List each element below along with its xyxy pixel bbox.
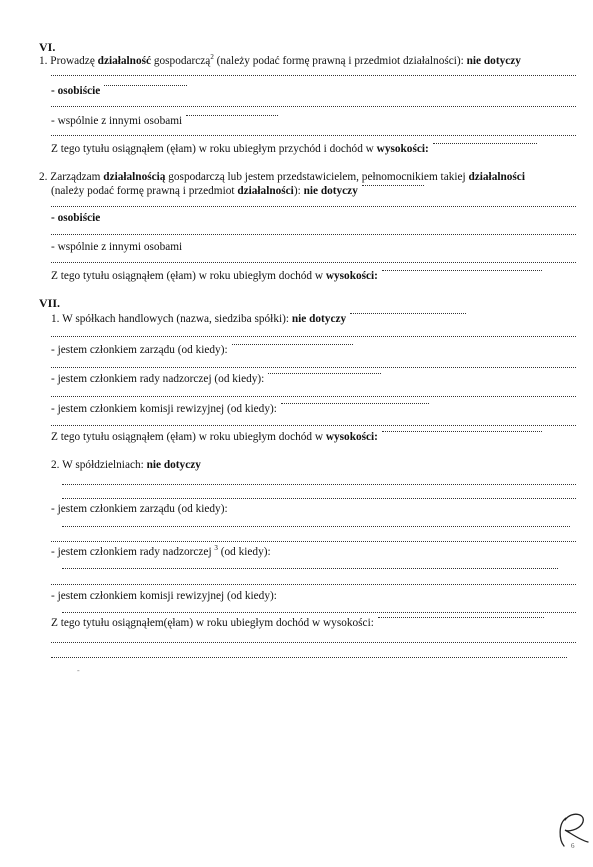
vii-item1-zarzad-field[interactable]: [232, 344, 353, 345]
vi-item1-osobiscie-field[interactable]: [104, 85, 187, 86]
page-mark: 6: [571, 842, 575, 850]
vii-item2-fill-line-2[interactable]: [62, 498, 576, 499]
vi-item2-osobiscie: - osobiście: [51, 212, 101, 224]
vi-item2-income: Z tego tytułu osiągnąłem (ęłam) w roku ubiegłym dochód w wysokości:: [51, 270, 378, 283]
vi-item2-field[interactable]: [362, 185, 424, 186]
vii-item1-komisja: - jestem członkiem komisji rewizyjnej (od kiedy):: [51, 403, 277, 416]
vii-item1-rada-line[interactable]: [51, 396, 576, 397]
vi-item1-wspolnie-line[interactable]: [51, 135, 576, 136]
vi-item2-income-field[interactable]: [382, 270, 542, 271]
vii-item2-income: Z tego tytułu osiągnąłem(ęłam) w roku ubiegłym dochód w wysokości:: [51, 617, 374, 630]
vii-item1-komisja-line[interactable]: [51, 425, 576, 426]
vii-item2-komisja-line[interactable]: [62, 612, 576, 613]
vii-item1-rada-field[interactable]: [268, 373, 381, 374]
vii-item1-field[interactable]: [350, 313, 466, 314]
vii-item2-komisja: - jestem członkiem komisji rewizyjnej (od kiedy):: [51, 590, 277, 602]
vi-item1-wspolnie: - wspólnie z innymi osobami: [51, 115, 182, 128]
vi-item1-income: Z tego tytułu osiągnąłem (ęłam) w roku ubiegłym przychód i dochód w wysokości:: [51, 143, 429, 156]
vii-item2-rada-line-1[interactable]: [62, 568, 558, 569]
vii-item2-rada: - jestem członkiem rady nadzorczej $^3$ (od kiedy):: [51, 544, 271, 558]
vii-item2-income-field[interactable]: [378, 617, 544, 618]
vii-item2-income-line-2[interactable]: [51, 657, 567, 658]
vii-item1-zarzad-line[interactable]: [51, 367, 576, 368]
vi-item2-text-line2: (należy podać formę prawną i przedmiot działalności): nie dotyczy: [51, 185, 358, 198]
vii-item1-income-field[interactable]: [382, 431, 542, 432]
vi-item1-osobiscie: - osobiście: [51, 85, 100, 98]
vii-item1-zarzad: - jestem członkiem zarządu (od kiedy):: [51, 344, 228, 357]
section-vii-heading: VII.: [39, 296, 61, 310]
vii-item2-text: 2. W spółdzielniach: nie dotyczy: [51, 459, 201, 471]
section-vi-heading: VI.: [39, 40, 56, 54]
vii-item1-fill-line[interactable]: [51, 336, 576, 337]
vii-item2-rada-line-2[interactable]: [51, 584, 576, 585]
vi-item2-wspolnie-line[interactable]: [51, 262, 576, 263]
vii-item2-zarzad: - jestem członkiem zarządu (od kiedy):: [51, 503, 228, 515]
vii-item2-zarzad-line-2[interactable]: [51, 541, 576, 542]
vi-item2-text-line1: 2. Zarządzam działalnością gospodarczą lub jestem przedstawicielem, pełnomocnikiem takiej działalności: [39, 171, 525, 183]
vii-item1-income: Z tego tytułu osiągnąłem (ęłam) w roku ubiegłym dochód w wysokości:: [51, 431, 378, 444]
vii-item2-zarzad-line-1[interactable]: [62, 526, 570, 527]
vii-item1-text: 1. W spółkach handlowych (nazwa, siedziba spółki): nie dotyczy: [51, 313, 346, 326]
vi-item1-income-field[interactable]: [433, 143, 537, 144]
vii-item1-rada: - jestem członkiem rady nadzorczej (od kiedy):: [51, 373, 264, 386]
vii-item2-fill-line-1[interactable]: [62, 484, 576, 485]
vi-item2-wspolnie: - wspólnie z innymi osobami: [51, 241, 183, 253]
vi-item1-osobiscie-line[interactable]: [51, 106, 576, 107]
vii-item1-komisja-field[interactable]: [281, 403, 429, 404]
vi-item2-osobiscie-line[interactable]: [51, 234, 576, 235]
vi-item2-fill-line[interactable]: [51, 206, 576, 207]
vii-item2-income-line-1[interactable]: [51, 642, 576, 643]
vi-item1-wspolnie-field[interactable]: [186, 115, 278, 116]
vi-item1-text: 1. Prowadzę działalność gospodarczą$^2$ (należy podać formę prawną i przedmiot działalności): nie dotyczy: [39, 53, 521, 67]
corner-mark: -: [77, 666, 80, 675]
vi-item1-fill-line[interactable]: [51, 75, 576, 76]
